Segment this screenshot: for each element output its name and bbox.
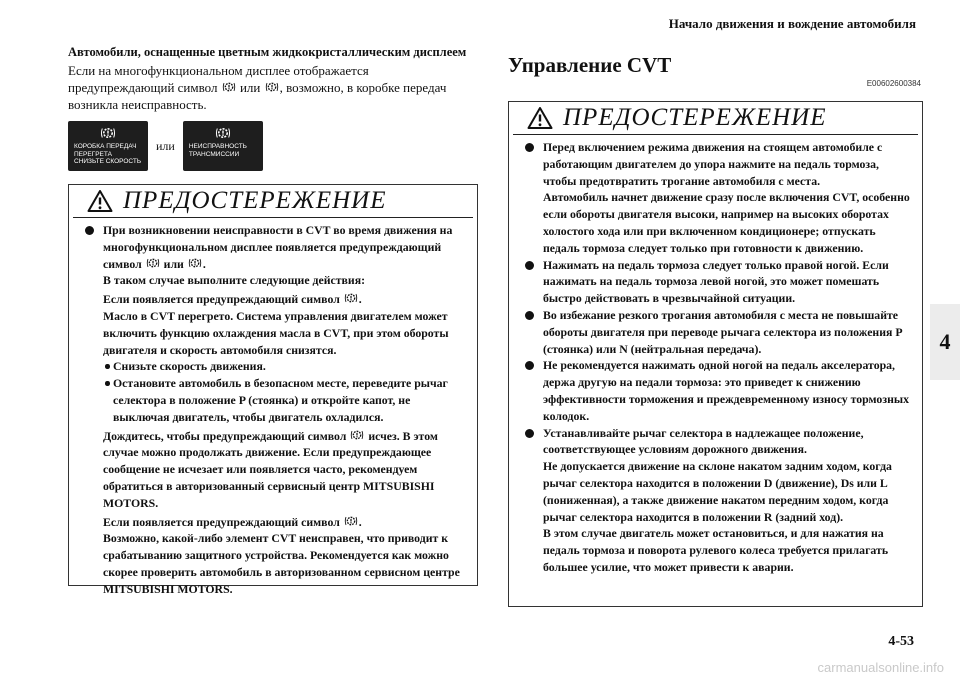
transmission-warning-icon: [344, 291, 358, 305]
transmission-warning-icon: [215, 125, 231, 141]
warning-body-left: [69, 218, 477, 598]
screen-line: НЕИСПРАВНОСТЬ: [188, 143, 247, 150]
warning-bullet: Не рекомендуется нажимать одной ногой на педаль акселератора, держа другую на педали тормоза: это приведет к снижению эффективности торможения и преждевременному износу тормозных колодок.: [519, 357, 912, 424]
warning-paragraph: Масло в CVT перегрето. Система управления двигателем может включить функцию охлаждения масла в CVT, при этом обороты двигателя и скорость автомобиля снизятся.: [103, 308, 449, 357]
bullet-text: При возникновении неисправности в CVT во время движения на многофункциональном дисплее появляется предупреждающий: [103, 223, 453, 254]
display-examples: [68, 121, 478, 171]
paragraph-text: .: [358, 292, 362, 307]
section-code: E00602600384: [866, 79, 921, 88]
warning-box-left: [68, 184, 478, 596]
screen-line: ПЕРЕГРЕТА: [74, 150, 112, 158]
running-header: Начало движения и вождение автомобиля: [668, 16, 916, 31]
intro-body-post-icon: , возможно, в коробке передач: [279, 80, 447, 95]
screens-or: или: [156, 138, 175, 153]
warning-body-right: [509, 135, 922, 576]
transmission-warning-icon: [265, 80, 279, 94]
warning-triangle-icon: [87, 189, 113, 213]
warning-title: ПРЕДОСТЕРЕЖЕНИЕ: [563, 104, 827, 131]
intro-body: [68, 62, 478, 113]
bullet-text: или: [163, 256, 184, 271]
warning-bullet: Нажимать на педаль тормоза следует только правой ногой. Если нажимать на педаль тормоза левой ногой, это может помешать быстро действовать в чрезвычайной ситуации.: [519, 257, 912, 307]
screen-line: СНИЗЬТЕ СКОРОСТЬ: [74, 158, 142, 165]
transmission-warning-icon: [100, 125, 116, 141]
transmission-warning-icon: [222, 80, 236, 94]
warning-bullet: Перед включением режима движения на стоящем автомобиле с работающим двигателем до упора нажмите на педаль тормоза, чтобы предотвратить трогание автомобиля с места.: [519, 139, 912, 189]
warning-title-row: [513, 102, 918, 135]
transmission-warning-icon: [188, 256, 202, 270]
transmission-warning-icon: [344, 514, 358, 528]
left-column: [68, 44, 478, 596]
watermark-text: carmanualsonline.info: [817, 660, 944, 675]
paragraph-text: Если появляется предупреждающий символ: [103, 292, 340, 307]
warning-sub-bullet: Снизьте скорость движения.: [79, 358, 467, 375]
intro-body-pre-icon: предупреждающий символ: [68, 80, 218, 95]
display-screen-overheat: [68, 121, 148, 171]
paragraph-text: исчез. В этом случае можно продолжать движение. Если предупреждающее сообщение не исчезает или появляется часто, рекомендуем обратиться в авторизованный сервисный центр MITSUBISHI MOTORS.: [103, 428, 438, 510]
screen-line: КОРОБКА ПЕРЕДАЧ: [74, 143, 137, 150]
transmission-warning-icon: [350, 428, 364, 442]
bullet-text: символ: [103, 256, 142, 271]
warning-bullet: Устанавливайте рычаг селектора в надлежащее положение, соответствующее условиям дорожного движения.: [519, 425, 912, 459]
warning-title: ПРЕДОСТЕРЕЖЕНИЕ: [123, 187, 387, 214]
intro-body-line3: возникла неисправность.: [68, 97, 207, 112]
warning-triangle-icon: [527, 106, 553, 130]
warning-paragraph: Не допускается движение на склоне накатом задним ходом, когда рычаг селектора находится в положении D (движение), Ds или L (пониженная), а также движение накатом передним ходом, когда рычаг селектора находится в положении R (задний ход).: [543, 459, 892, 524]
intro-body-line1: Если на многофункциональном дисплее отображается: [68, 63, 369, 78]
intro-heading: Автомобили, оснащенные цветным жидкокристаллическим дисплеем: [68, 45, 467, 59]
transmission-warning-icon: [146, 256, 160, 270]
paragraph-text: Если появляется предупреждающий символ: [103, 514, 340, 529]
warning-paragraph: В таком случае выполните следующие действия:: [103, 273, 366, 288]
right-column: [508, 44, 923, 574]
paragraph-text: Дождитесь, чтобы предупреждающий символ: [103, 428, 347, 443]
chapter-tab: 4: [930, 304, 960, 380]
warning-paragraph: [79, 514, 467, 531]
warning-box-right: [508, 101, 923, 607]
intro-body-or: или: [239, 80, 261, 95]
warning-paragraph: В этом случае двигатель может остановиться, и для нажатия на педаль тормоза и поворота рулевого колеса требуется прилагать большее усилие, что может привести к аварии.: [543, 526, 889, 574]
section-title: Управление CVT: [508, 53, 672, 77]
warning-paragraph: Автомобиль начнет движение сразу после включения CVT, особенно если обороты двигателя высоки, например на высоких оборотах холостого хода или при включенном кондиционере; отпускать педаль тормоза следует только при готовности к движению.: [543, 190, 910, 255]
bullet-text: .: [202, 256, 206, 271]
screen-line: ТРАНСМИССИИ: [188, 150, 240, 158]
warning-paragraph: Возможно, какой-либо элемент CVT неисправен, что приводит к срабатыванию защитного устройства. Рекомендуется как можно скорее проверить автомобиль в авторизованном сервисном центре MITSUBISHI MOTORS.: [103, 531, 460, 596]
paragraph-text: .: [358, 514, 362, 529]
page-number: 4-53: [888, 634, 914, 649]
warning-paragraph: [79, 428, 467, 512]
display-screen-fault: [183, 121, 263, 171]
warning-title-row: [73, 185, 473, 218]
warning-bullet: Во избежание резкого трогания автомобиля с места не повышайте обороты двигателя при переводе рычага селектора из положения P (стоянка) или N (нейтральная передача).: [519, 307, 912, 357]
warning-bullet: [79, 222, 467, 272]
warning-sub-bullet: Остановите автомобиль в безопасном месте, переведите рычаг селектора в положение P (стоянка) и откройте капот, не выключая двигатель, чтобы двигатель охладился.: [79, 375, 467, 425]
warning-paragraph: [79, 291, 467, 308]
